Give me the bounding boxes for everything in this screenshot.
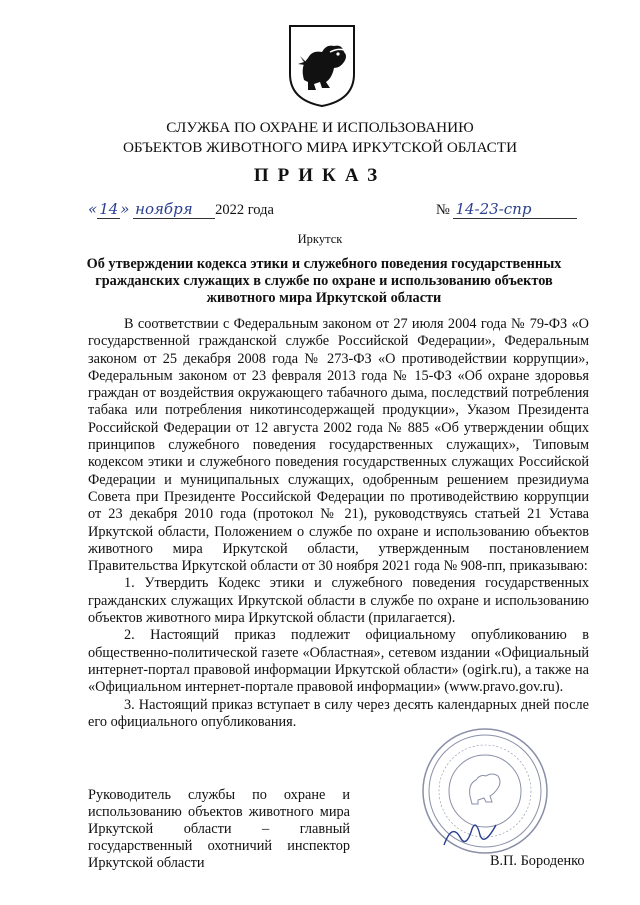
- signer-position: Руководитель службы по охране и использованию объектов животного мира Иркутской области – главный государственный охотничий инспектор Иркутской области: [88, 787, 350, 871]
- date-year: 2022 года: [215, 202, 274, 218]
- date-close-quote: »: [120, 200, 130, 218]
- order-item-1: 1. Утвердить Кодекс этики и служебного поведения государственных гражданских служащих Иркутской области в службе по охране и использованию объектов животного мира Иркутской области (прилагается).: [88, 575, 589, 627]
- document-title: ПРИКАЗ: [253, 165, 387, 186]
- signer-name: В.П. Бороденко: [490, 853, 585, 869]
- irkutsk-coat-of-arms-icon: [286, 22, 358, 108]
- order-item-3: 3. Настоящий приказ вступает в силу через десять календарных дней после его официального опубликования.: [88, 696, 589, 730]
- city: Иркутск: [297, 232, 343, 246]
- document-number: [436, 200, 577, 219]
- agency-name-line2: ОБЪЕКТОВ ЖИВОТНОГО МИРА ИРКУТСКОЙ ОБЛАСТИ: [122, 139, 518, 156]
- number-prefix: №: [436, 202, 450, 218]
- handwritten-signature-icon: [440, 815, 500, 855]
- number-value: 14-23-спр: [453, 200, 577, 219]
- preamble-paragraph: В соответствии с Федеральным законом от 27 июля 2004 года № 79-ФЗ «О государственной гражданской службе Российской Федерации», Федеральным законом от 25 декабря 2008 года № 273-ФЗ «О противодействии коррупции», Федеральным законом от 23 февраля 2013 года № 15-ФЗ «Об охране здоровья граждан от воздействия окружающего табачного дыма, последствий потребления табака или потребления никотинсодержащей продукции», Указом Президента Российской Федерации от 12 августа 2002 года № 885 «Об утверждении общих принципов служебного поведения государственных служащих», Типовым кодексом этики и служебного поведения государственных служащих Российской Федерации и муниципальных служащих, одобренным решением президиума Совета при Президенте Российской Федерации по противодействию коррупции от 23 декабря 2010 года (протокол № 21), руководствуясь статьей 21 Устава Иркутской области, Положением о службе по охране и использованию объектов животного мира Иркутской области, утвержденным постановлением Правительства Иркутской области от 30 ноября 2021 года № 908-пп, приказываю:: [88, 316, 589, 575]
- agency-name-line1: СЛУЖБА ПО ОХРАНЕ И ИСПОЛЬЗОВАНИЮ: [166, 119, 474, 136]
- order-item-2: 2. Настоящий приказ подлежит официальному опубликованию в общественно-политической газете «Областная», сетевом издании «Официальный интернет-портал правовой информации Иркутской области» (ogirk.ru), а также на «Официальном интернет-портале правовой информации» (www.pravo.gov.ru).: [88, 627, 589, 696]
- date-open-quote: «: [88, 200, 98, 218]
- document-body: [88, 316, 589, 731]
- document-date: [88, 200, 274, 219]
- date-day: 14: [99, 200, 119, 218]
- document-subject: Об утверждении кодекса этики и служебного поведения государственных гражданских служащих в службе по охране и использованию объектов животного мира Иркутской области: [86, 256, 562, 306]
- date-month: ноября: [133, 200, 215, 219]
